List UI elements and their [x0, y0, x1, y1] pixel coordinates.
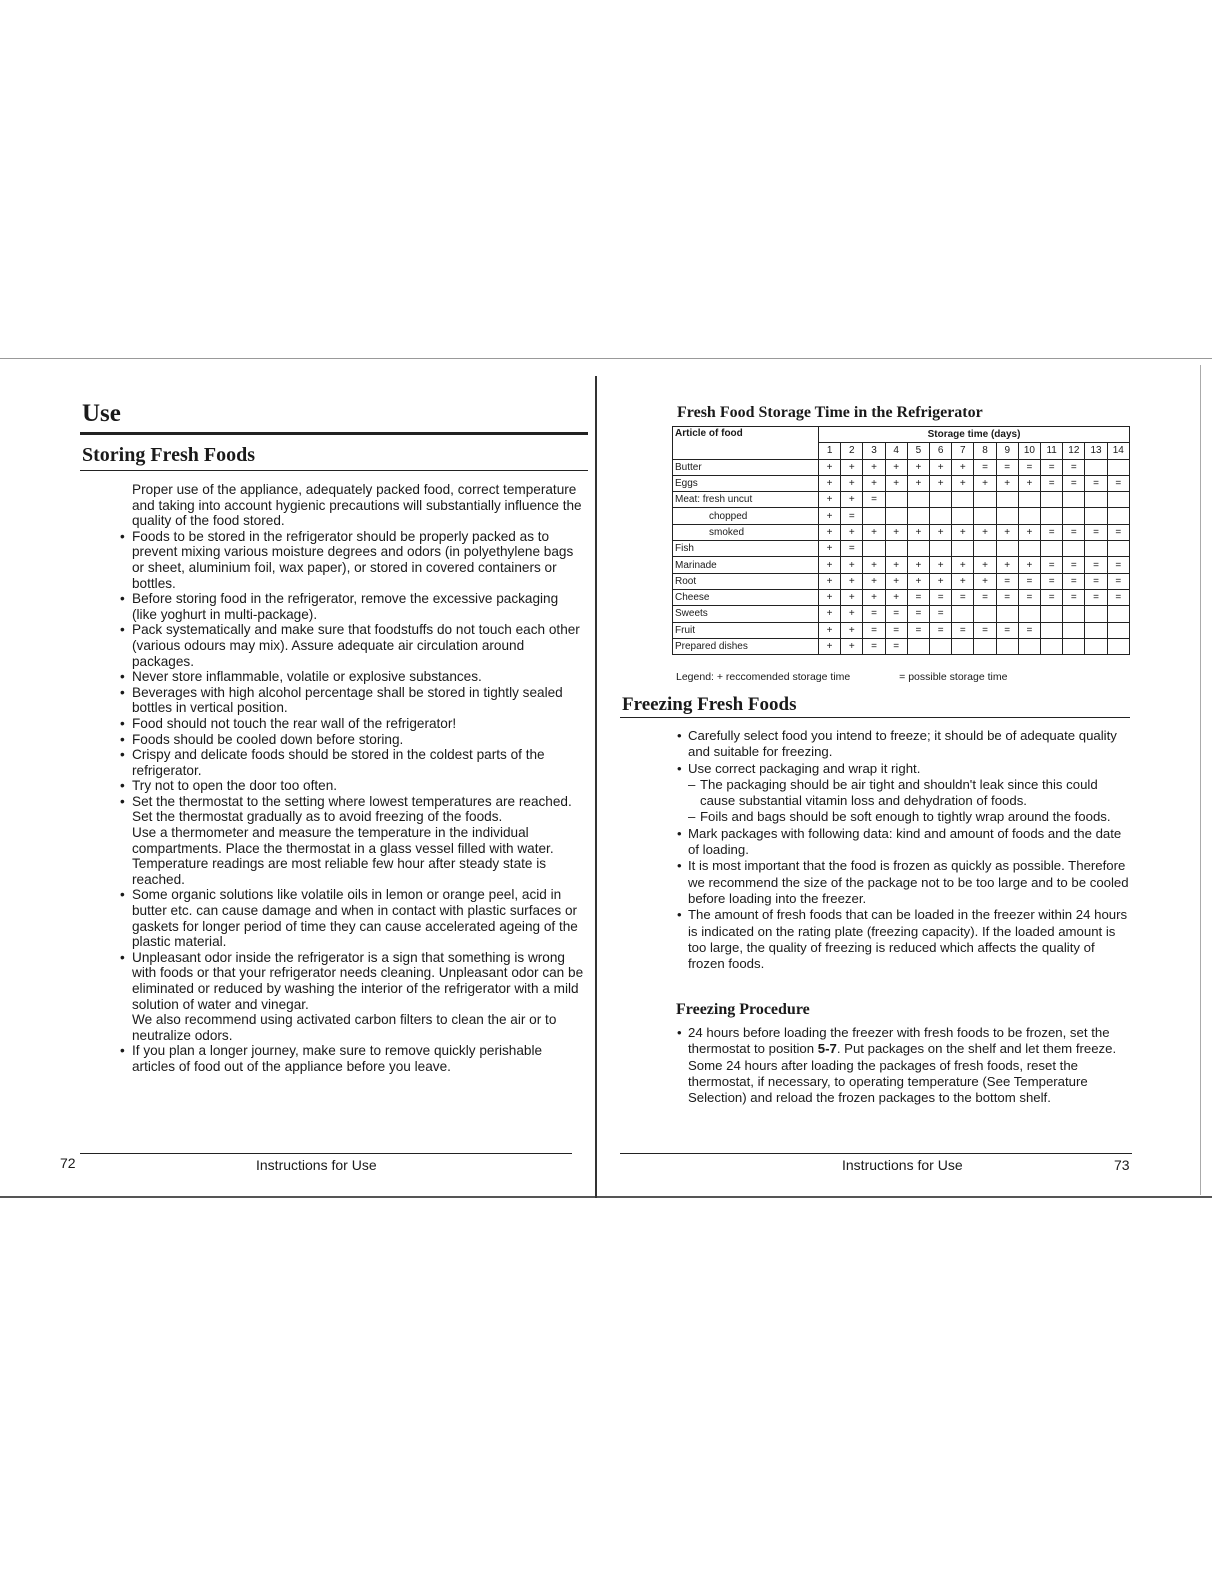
storage-cell [1018, 508, 1040, 524]
storage-cell [1063, 622, 1085, 638]
storage-cell [996, 508, 1018, 524]
food-label: Eggs [673, 475, 819, 491]
day-header: 9 [996, 443, 1018, 459]
left-footer-rule [80, 1153, 572, 1154]
header-article-of-food: Article of food [673, 427, 819, 460]
storage-cell: + [930, 459, 952, 475]
storage-cell: = [1063, 589, 1085, 605]
storage-cell: = [1085, 573, 1107, 589]
food-label: Prepared dishes [673, 638, 819, 654]
storage-cell [885, 541, 907, 557]
right-page-number: 73 [1114, 1157, 1130, 1173]
legend-possible: = possible storage time [899, 671, 1008, 683]
storage-cell [1041, 606, 1063, 622]
storage-cell [1107, 459, 1129, 475]
storage-cell: + [819, 492, 841, 508]
storage-cell [952, 492, 974, 508]
table-title: Fresh Food Storage Time in the Refrigerator [677, 404, 983, 421]
storage-cell: + [1018, 524, 1040, 540]
food-label: Root [673, 573, 819, 589]
storage-cell: + [907, 573, 929, 589]
right-footer-label: Instructions for Use [842, 1157, 963, 1173]
storage-cell [1018, 541, 1040, 557]
table-row [673, 557, 1130, 573]
storage-cell: = [885, 638, 907, 654]
list-item-text: Use correct packaging and wrap it right. [688, 760, 921, 776]
procedure-note: Some 24 hours after loading the packages of fresh foods, reset the thermostat, if necessary, to operating temperature (See Temperature Selection) and reload the frozen packages to the bottom shelf. [688, 1057, 1088, 1106]
storing-bullets-3 [132, 1043, 584, 1074]
storage-cell: = [930, 589, 952, 605]
storage-cell: + [819, 638, 841, 654]
storage-cell: = [1085, 475, 1107, 491]
storage-cell: + [907, 524, 929, 540]
storage-cell [1041, 508, 1063, 524]
storing-bullets [132, 529, 584, 825]
table-row [673, 508, 1130, 524]
storage-cell: + [841, 459, 863, 475]
storage-cell: = [1018, 459, 1040, 475]
storage-cell [952, 508, 974, 524]
storage-cell: + [841, 524, 863, 540]
day-header: 2 [841, 443, 863, 459]
storage-cell [1063, 541, 1085, 557]
storage-cell: + [819, 541, 841, 557]
day-header: 5 [907, 443, 929, 459]
list-item: • Foods should be cooled down before storing. [132, 732, 584, 748]
storage-cell [952, 638, 974, 654]
storage-cell: + [974, 573, 996, 589]
storage-cell: + [841, 492, 863, 508]
storage-cell [996, 541, 1018, 557]
list-item [688, 1025, 1134, 1106]
storage-cell: = [1041, 557, 1063, 573]
storage-cell: + [819, 459, 841, 475]
list-item: • Carefully select food you intend to freeze; it should be of adequate quality and suitable for freezing. [688, 728, 1134, 761]
storage-cell: + [819, 557, 841, 573]
storage-cell: = [930, 606, 952, 622]
list-item: • It is most important that the food is frozen as quickly as possible. Therefore we recommend the size of the package not to be too large and to be cooled before loading into the freezer. [688, 858, 1134, 907]
storage-cell: + [863, 589, 885, 605]
list-item [688, 761, 1134, 826]
storage-cell: + [885, 459, 907, 475]
storage-cell [974, 638, 996, 654]
day-header: 14 [1107, 443, 1129, 459]
storage-cell: + [996, 475, 1018, 491]
storage-cell: + [1018, 475, 1040, 491]
table-row [673, 492, 1130, 508]
storing-heading-rule [80, 470, 588, 471]
storing-heading: Storing Fresh Foods [82, 444, 255, 466]
storage-cell: = [1085, 557, 1107, 573]
table-row [673, 475, 1130, 491]
storage-cell: + [863, 573, 885, 589]
storage-cell: + [841, 589, 863, 605]
table-header-row [673, 427, 1130, 443]
storage-cell: + [952, 573, 974, 589]
storage-cell: + [841, 622, 863, 638]
storing-body [132, 482, 584, 1075]
storage-cell [1041, 541, 1063, 557]
storage-cell: = [974, 622, 996, 638]
storage-cell: = [1041, 475, 1063, 491]
storage-cell: + [819, 508, 841, 524]
list-item: • Before storing food in the refrigerator, remove the excessive packaging (like yoghurt in multi-package). [132, 591, 584, 622]
storage-cell: + [841, 573, 863, 589]
table-legend [676, 671, 1136, 683]
storage-cell: + [996, 524, 1018, 540]
storage-cell [1063, 638, 1085, 654]
storage-cell [1041, 492, 1063, 508]
storage-cell: + [952, 524, 974, 540]
storage-cell [974, 606, 996, 622]
intro-paragraph: Proper use of the appliance, adequately packed food, correct temperature and taking into account hygienic precautions will substantially influence the quality of the food stored. [132, 482, 582, 529]
storage-cell [1107, 638, 1129, 654]
list-item: • Mark packages with following data: kind and amount of foods and the date of loading. [688, 826, 1134, 859]
storage-cell [930, 508, 952, 524]
food-label: chopped [673, 508, 819, 524]
storage-cell [1063, 508, 1085, 524]
storage-cell: + [819, 524, 841, 540]
storage-cell [952, 541, 974, 557]
list-item: • Set the thermostat to the setting where lowest temperatures are reached. Set the thermostat gradually as to avoid freezing of the foods. [132, 794, 584, 825]
storage-cell: = [1063, 557, 1085, 573]
storage-cell: + [863, 459, 885, 475]
storage-cell: = [996, 459, 1018, 475]
storage-cell [863, 541, 885, 557]
storage-cell: + [819, 622, 841, 638]
storage-cell: + [819, 589, 841, 605]
storage-cell [1041, 622, 1063, 638]
food-label: Marinade [673, 557, 819, 573]
storage-cell [930, 541, 952, 557]
storage-cell: = [1018, 622, 1040, 638]
storage-cell: + [819, 475, 841, 491]
storage-cell: = [930, 622, 952, 638]
thermostat-position: 5-7 [817, 1041, 837, 1057]
storage-cell: + [841, 557, 863, 573]
storage-cell [930, 492, 952, 508]
storage-cell: = [1107, 475, 1129, 491]
list-item: • If you plan a longer journey, make sure to remove quickly perishable articles of food out of the appliance before you leave. [132, 1043, 584, 1074]
day-header: 13 [1085, 443, 1107, 459]
day-header: 10 [1018, 443, 1040, 459]
storage-cell [952, 606, 974, 622]
storage-cell: + [841, 606, 863, 622]
storage-cell: + [819, 573, 841, 589]
storage-cell: = [863, 492, 885, 508]
storage-time-table [672, 426, 1130, 655]
list-item: • The amount of fresh foods that can be loaded in the freezer within 24 hours is indicated on the rating plate (freezing capacity). If the loaded amount is too large, the quality of freezing is reduced which affects the quality of frozen foods. [688, 907, 1134, 972]
table-row [673, 589, 1130, 605]
storage-cell [1063, 606, 1085, 622]
storage-cell: = [1085, 524, 1107, 540]
storage-cell: = [1041, 589, 1063, 605]
storage-cell: = [1107, 589, 1129, 605]
storage-cell: = [1107, 557, 1129, 573]
food-label: Fish [673, 541, 819, 557]
storage-cell [1085, 638, 1107, 654]
procedure-body [688, 1025, 1134, 1106]
storage-cell: + [885, 557, 907, 573]
table-row [673, 622, 1130, 638]
day-header: 8 [974, 443, 996, 459]
storage-cell: = [885, 622, 907, 638]
day-header: 12 [1063, 443, 1085, 459]
list-item: • Unpleasant odor inside the refrigerator is a sign that something is wrong with foods or that your refrigerator needs cleaning. Unpleasant odor can be eliminated or reduced by washing the interior of the refrigerator with a mild solution of water and vinegar. [132, 950, 584, 1012]
storage-cell: + [974, 524, 996, 540]
bottom-scan-line [0, 1196, 1212, 1198]
list-item: • Crispy and delicate foods should be stored in the coldest parts of the refrigerator. [132, 747, 584, 778]
storage-cell: + [952, 557, 974, 573]
procedure-bullets [688, 1025, 1134, 1106]
storage-cell: = [1085, 589, 1107, 605]
storage-cell [974, 508, 996, 524]
storage-cell: = [863, 622, 885, 638]
header-storage-time: Storage time (days) [819, 427, 1130, 443]
day-header: 4 [885, 443, 907, 459]
food-label: Meat: fresh uncut [673, 492, 819, 508]
storage-cell: + [930, 573, 952, 589]
storage-cell [996, 492, 1018, 508]
storage-cell: + [841, 475, 863, 491]
storage-cell: = [1041, 524, 1063, 540]
table-row [673, 573, 1130, 589]
storage-cell: = [1107, 573, 1129, 589]
procedure-heading: Freezing Procedure [676, 1001, 810, 1018]
list-item: • Never store inflammable, volatile or explosive substances. [132, 669, 584, 685]
storage-cell [885, 492, 907, 508]
procedure-text: 24 hours before loading the freezer with fresh foods to be frozen, set the thermostat to position [688, 1025, 1110, 1057]
left-page-number: 72 [60, 1155, 76, 1171]
storage-cell: + [930, 557, 952, 573]
storage-cell: = [1018, 573, 1040, 589]
table-row [673, 459, 1130, 475]
procedure-text-cont: . Put packages on the shelf and let them freeze. [836, 1041, 1117, 1057]
storage-cell: + [907, 475, 929, 491]
list-item: • Food should not touch the rear wall of the refrigerator! [132, 716, 584, 732]
storage-cell [885, 508, 907, 524]
storage-cell: = [907, 589, 929, 605]
storing-bullets-2 [132, 887, 584, 1012]
storage-cell: = [996, 622, 1018, 638]
storage-cell: + [930, 475, 952, 491]
storage-cell [1085, 606, 1107, 622]
storage-cell [974, 492, 996, 508]
storage-cell [1085, 492, 1107, 508]
storage-cell: = [885, 606, 907, 622]
storage-cell: = [1041, 573, 1063, 589]
list-item: • Some organic solutions like volatile oils in lemon or orange peel, acid in butter etc. can cause damage and when in contact with plastic surfaces or gaskets for longer period of time they can cause accelerated ageing of the plastic material. [132, 887, 584, 949]
day-header: 6 [930, 443, 952, 459]
storage-cell: = [974, 459, 996, 475]
right-footer-rule [620, 1153, 1132, 1154]
list-item: • Beverages with high alcohol percentage shall be stored in tightly sealed bottles in vertical position. [132, 685, 584, 716]
storage-cell [1085, 622, 1107, 638]
center-fold [595, 376, 597, 1198]
day-header: 11 [1041, 443, 1063, 459]
sub-item: – Foils and bags should be soft enough to tightly wrap around the foods. [688, 809, 1134, 825]
food-label: Fruit [673, 622, 819, 638]
storage-cell [1107, 606, 1129, 622]
storage-cell [863, 508, 885, 524]
storage-cell [1018, 638, 1040, 654]
carbon-note: We also recommend using activated carbon filters to clean the air or to neutralize odors. [132, 1012, 557, 1043]
storage-cell [1041, 638, 1063, 654]
storage-cell: + [996, 557, 1018, 573]
storage-cell: = [1063, 459, 1085, 475]
storage-cell: + [974, 475, 996, 491]
storage-cell: = [907, 622, 929, 638]
sub-item: – The packaging should be air tight and shouldn't leak since this could cause substantial vitamin loss and dehydration of foods. [688, 777, 1134, 810]
food-label: Sweets [673, 606, 819, 622]
storage-cell: + [863, 475, 885, 491]
storage-cell [1085, 541, 1107, 557]
storage-cell: + [885, 573, 907, 589]
storage-cell: + [907, 459, 929, 475]
table-row [673, 638, 1130, 654]
storage-cell [1085, 459, 1107, 475]
table-row [673, 606, 1130, 622]
storage-cell [1107, 622, 1129, 638]
storage-cell: = [1018, 589, 1040, 605]
freezing-heading-rule [620, 717, 1130, 718]
storage-cell: = [996, 573, 1018, 589]
day-header: 3 [863, 443, 885, 459]
list-item: • Pack systematically and make sure that foodstuffs do not touch each other (various odours may mix). Assure adequate air circulation around packages. [132, 622, 584, 669]
storage-cell: = [1063, 573, 1085, 589]
storage-cell [1107, 508, 1129, 524]
storage-cell: + [841, 638, 863, 654]
top-scan-line [0, 358, 1212, 359]
storage-cell [907, 541, 929, 557]
storage-cell: = [952, 622, 974, 638]
storage-cell: = [974, 589, 996, 605]
storage-cell: + [1018, 557, 1040, 573]
storage-cell [1018, 492, 1040, 508]
storage-cell [1018, 606, 1040, 622]
storage-cell: = [863, 638, 885, 654]
legend-recommended: Legend: + reccomended storage time [676, 671, 851, 683]
storage-cell: + [930, 524, 952, 540]
storage-cell: = [1041, 459, 1063, 475]
right-edge-line [1200, 365, 1201, 1195]
storage-cell [1063, 492, 1085, 508]
day-header: 1 [819, 443, 841, 459]
storage-cell: = [841, 508, 863, 524]
freezing-heading: Freezing Fresh Foods [622, 694, 797, 715]
freezing-body [688, 728, 1134, 972]
storage-cell: + [974, 557, 996, 573]
storage-cell: + [952, 459, 974, 475]
table-body [673, 459, 1130, 655]
storage-cell: + [863, 557, 885, 573]
storage-cell [996, 638, 1018, 654]
day-header: 7 [952, 443, 974, 459]
storage-cell: = [1063, 524, 1085, 540]
storage-cell: + [819, 606, 841, 622]
left-footer-label: Instructions for Use [256, 1157, 377, 1173]
storage-cell [996, 606, 1018, 622]
storage-cell: + [885, 589, 907, 605]
food-label: Cheese [673, 589, 819, 605]
freezing-bullets [688, 728, 1134, 972]
thermometer-note: Use a thermometer and measure the temperature in the individual compartments. Place the thermostat in a glass vessel filled with water. Temperature readings are most reliable few hour after steady state is reached. [132, 825, 554, 887]
table-row [673, 524, 1130, 540]
food-label: Butter [673, 459, 819, 475]
storage-cell: = [1107, 524, 1129, 540]
storage-cell [907, 638, 929, 654]
food-label: smoked [673, 524, 819, 540]
storage-cell: = [952, 589, 974, 605]
storage-cell [974, 541, 996, 557]
storage-cell: = [907, 606, 929, 622]
list-item: • Foods to be stored in the refrigerator should be properly packed as to prevent mixing various moisture degrees and odors (in polyethylene bags or sheet, aluminium foil, wax paper), or stored in covered containers or bottles. [132, 529, 584, 591]
storage-cell [930, 638, 952, 654]
storage-cell: = [863, 606, 885, 622]
storage-cell: = [841, 541, 863, 557]
storage-cell [1085, 508, 1107, 524]
storage-cell: + [907, 557, 929, 573]
storage-cell [907, 492, 929, 508]
storage-cell: + [863, 524, 885, 540]
storage-cell [1107, 492, 1129, 508]
storage-cell: = [996, 589, 1018, 605]
storage-cell [907, 508, 929, 524]
storage-cell: = [1063, 475, 1085, 491]
storage-cell: + [885, 524, 907, 540]
storage-cell: + [952, 475, 974, 491]
storage-cell: + [885, 475, 907, 491]
section-title-rule [80, 432, 588, 435]
list-item: • Try not to open the door too often. [132, 778, 584, 794]
section-title: Use [82, 400, 121, 427]
storage-cell [1107, 541, 1129, 557]
table-row [673, 541, 1130, 557]
